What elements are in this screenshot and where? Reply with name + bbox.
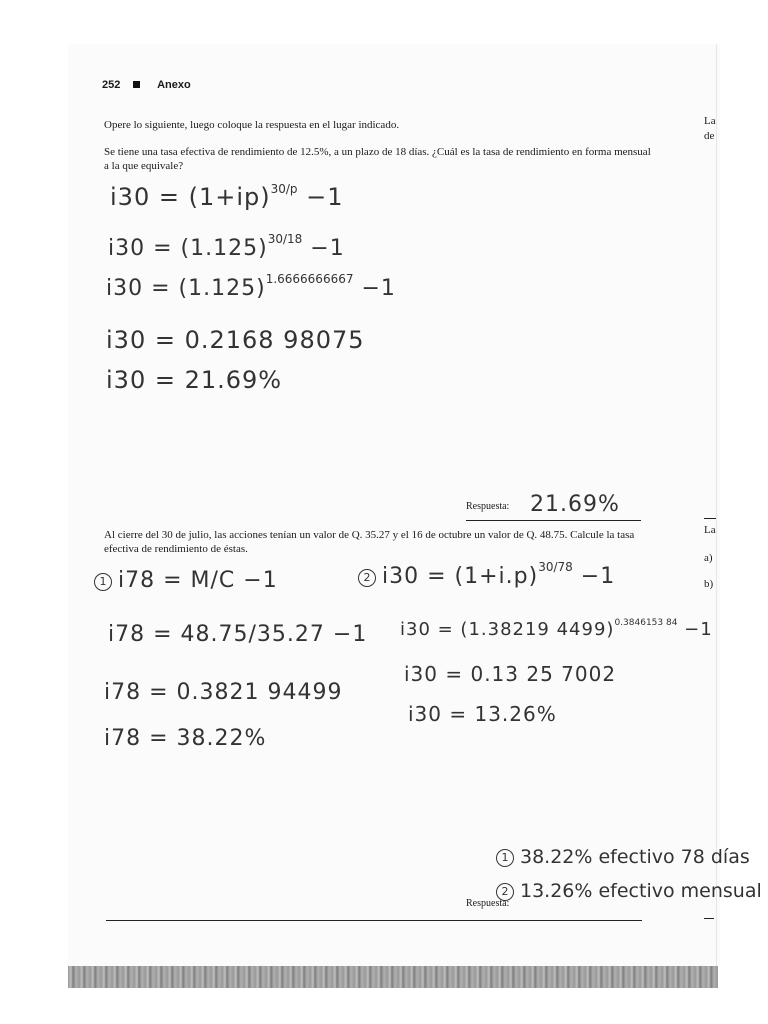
margin-text-4: a) (704, 552, 713, 564)
p1-work-line1: $i30 = (1+ip)^{30/p} -1$ (110, 182, 344, 211)
p1-answer-rule (466, 520, 641, 521)
p2-part2-line4: i30 = 13.26% (408, 702, 557, 726)
p1-work-line3: $i30 = (1.125)^{1.6666666667} -1$ (106, 272, 396, 301)
answer-marker-1-icon: 1 (496, 849, 514, 867)
marker-1-icon: 1 (94, 573, 112, 591)
margin-text-1: La (704, 115, 716, 127)
p2-part1-line2: i78 = 48.75/35.27 −1 (108, 622, 368, 647)
margin-text-5: b) (704, 578, 714, 590)
p2-part2-line3: i30 = 0.13 25 7002 (404, 662, 617, 686)
problem2-question: Al cierre del 30 de julio, las acciones tenían un valor de Q. 35.27 y el 16 de octubre un valor de Q. 48.75. Calcule la tasa efectiva de rendimiento de éstas. (104, 529, 635, 555)
marker-2-icon: 2 (358, 569, 376, 587)
p2-part1-line1: 1 i78 = M/C −1 (94, 568, 278, 593)
page-gutter-line (716, 44, 717, 966)
answer-marker-2-icon: 2 (496, 883, 514, 901)
p1-work-line5: i30 = 21.69% (106, 366, 283, 394)
p2-part2-line1: 2 $i30 = (1+i.p)^{30/78} -1$ (358, 560, 615, 589)
p2-answer-label: Respuesta: (466, 898, 510, 909)
problem1-question: Se tiene una tasa efectiva de rendimiento de 12.5%, a un plazo de 18 días. ¿Cuál es la tasa de rendimiento en forma mensual a la que equivale? (104, 146, 651, 172)
p2-answer-2: 2 13.26% efectivo mensual (496, 880, 762, 902)
p2-part1-line3: i78 = 0.3821 94499 (104, 680, 343, 705)
page-number: 252 (102, 79, 121, 91)
section-title: Anexo (157, 79, 191, 91)
margin-rule-1 (704, 518, 716, 519)
instruction-text: Opere lo siguiente, luego coloque la respuesta en el lugar indicado. (104, 119, 400, 131)
p2-bottom-rule (106, 920, 642, 921)
p1-work-line2: $i30 = (1.125)^{30/18} -1$ (108, 232, 345, 261)
p1-work-line4: i30 = 0.2168 98075 (106, 326, 365, 354)
p2-part2-line2: i30 = (1.38219 4499)$^{0.3846153 84}$ −1 (400, 618, 713, 640)
margin-text-2: de (704, 130, 715, 142)
header-square-icon (133, 81, 140, 88)
p2-answer-1: 1 38.22% efectivo 78 días (496, 846, 750, 868)
p1-answer-label: Respuesta: (466, 501, 510, 512)
p1-answer-value: 21.69% (530, 492, 620, 517)
p2-part1-line4: i78 = 38.22% (104, 726, 267, 751)
margin-rule-2 (704, 918, 714, 919)
page-header (102, 79, 191, 91)
margin-text-3: La (704, 524, 716, 536)
scan-edge-band (68, 966, 718, 988)
